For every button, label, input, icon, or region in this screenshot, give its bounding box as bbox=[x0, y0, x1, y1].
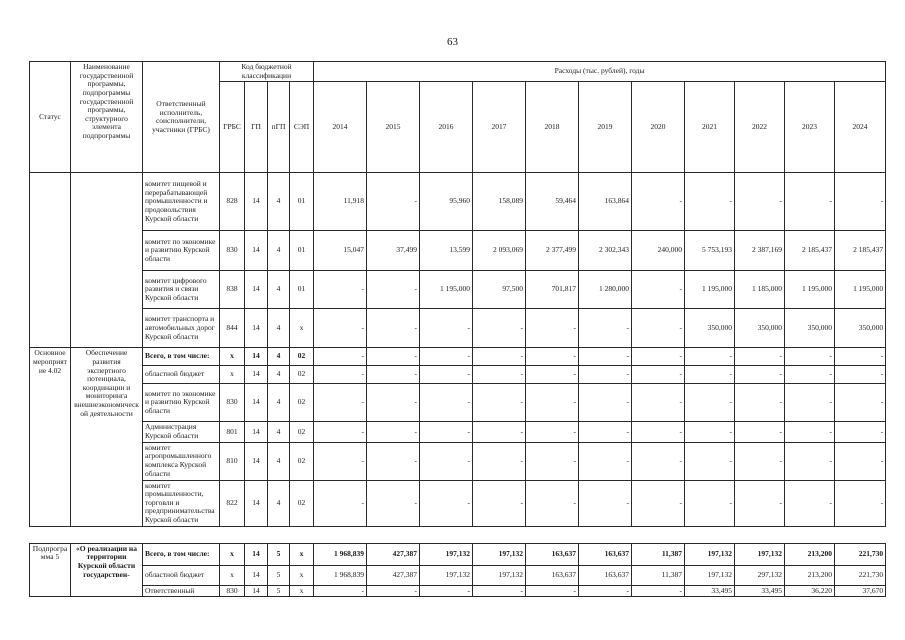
code-cell: 4 bbox=[268, 442, 290, 480]
value-cell: - bbox=[685, 366, 735, 384]
code-cell: 4 bbox=[268, 173, 290, 231]
value-cell: 163,637 bbox=[526, 543, 579, 565]
code-cell: 14 bbox=[245, 309, 268, 348]
value-cell: 197,132 bbox=[685, 543, 735, 565]
header-name: Наименование государственной программы, подпрограммы государственной программы, структурного элемента подпрограммы bbox=[71, 62, 143, 173]
code-cell: 4 bbox=[268, 422, 290, 442]
page-number: 63 bbox=[447, 36, 458, 48]
value-cell: - bbox=[835, 173, 886, 231]
value-cell: 2 185,437 bbox=[835, 231, 886, 271]
value-cell: 2 093,069 bbox=[473, 231, 526, 271]
value-cell: - bbox=[314, 348, 367, 366]
value-cell: 33,495 bbox=[735, 585, 785, 597]
header-code-group: Код бюджетной классификации bbox=[220, 62, 314, 82]
code-cell: 14 bbox=[245, 348, 268, 366]
value-cell: - bbox=[785, 348, 835, 366]
code-cell: 02 bbox=[290, 422, 314, 442]
table-row bbox=[30, 543, 886, 565]
header-code: СЭП bbox=[290, 82, 314, 173]
code-cell: 830 bbox=[220, 384, 245, 422]
code-cell: 5 bbox=[268, 543, 290, 565]
value-cell: 2 387,169 bbox=[735, 231, 785, 271]
header-year: 2014 bbox=[314, 82, 367, 173]
value-cell: - bbox=[632, 585, 685, 597]
code-cell: 5 bbox=[268, 585, 290, 597]
value-cell: 1 195,000 bbox=[420, 271, 473, 309]
value-cell: - bbox=[420, 309, 473, 348]
value-cell: 221,730 bbox=[835, 565, 886, 585]
value-cell: - bbox=[579, 309, 632, 348]
value-cell: - bbox=[420, 348, 473, 366]
value-cell: 11,387 bbox=[632, 543, 685, 565]
participant-cell: комитет по экономике и развитию Курской области bbox=[143, 231, 220, 271]
value-cell: 1 195,000 bbox=[685, 271, 735, 309]
value-cell: - bbox=[632, 271, 685, 309]
value-cell: - bbox=[835, 422, 886, 442]
value-cell: - bbox=[685, 384, 735, 422]
value-cell: 2 377,499 bbox=[526, 231, 579, 271]
code-cell: 02 bbox=[290, 480, 314, 526]
value-cell: 350,000 bbox=[835, 309, 886, 348]
value-cell: - bbox=[835, 480, 886, 526]
code-cell: 4 bbox=[268, 348, 290, 366]
code-cell: 14 bbox=[245, 173, 268, 231]
value-cell: 11,387 bbox=[632, 565, 685, 585]
header-year: 2015 bbox=[367, 82, 420, 173]
code-cell: х bbox=[220, 366, 245, 384]
table-row bbox=[30, 565, 886, 585]
code-cell: х bbox=[220, 565, 245, 585]
value-cell: - bbox=[632, 442, 685, 480]
header-expenses-group: Расходы (тыс. рублей), годы bbox=[314, 62, 886, 82]
value-cell: - bbox=[314, 366, 367, 384]
code-cell: 4 bbox=[268, 271, 290, 309]
value-cell: 197,132 bbox=[420, 565, 473, 585]
value-cell: - bbox=[632, 384, 685, 422]
value-cell: 163,864 bbox=[579, 173, 632, 231]
participant-cell: Всего, в том числе: bbox=[143, 543, 220, 565]
header-year: 2021 bbox=[685, 82, 735, 173]
header-year: 2016 bbox=[420, 82, 473, 173]
value-cell: 701,817 bbox=[526, 271, 579, 309]
value-cell: 213,200 bbox=[785, 543, 835, 565]
value-cell: 197,132 bbox=[473, 543, 526, 565]
value-cell: 158,089 bbox=[473, 173, 526, 231]
value-cell: 197,132 bbox=[735, 543, 785, 565]
value-cell: - bbox=[367, 585, 420, 597]
table-row bbox=[30, 348, 886, 366]
value-cell: 350,000 bbox=[735, 309, 785, 348]
value-cell: - bbox=[785, 366, 835, 384]
status-cell: Основное мероприятие 4.02 bbox=[30, 348, 71, 526]
table-row bbox=[30, 366, 886, 384]
value-cell: - bbox=[526, 366, 579, 384]
header-year: 2023 bbox=[785, 82, 835, 173]
value-cell: 1 968,839 bbox=[314, 543, 367, 565]
value-cell: - bbox=[685, 173, 735, 231]
value-cell: 15,047 bbox=[314, 231, 367, 271]
value-cell: - bbox=[367, 271, 420, 309]
value-cell: - bbox=[685, 480, 735, 526]
value-cell: - bbox=[526, 384, 579, 422]
value-cell: - bbox=[785, 422, 835, 442]
code-cell: 4 bbox=[268, 309, 290, 348]
value-cell: - bbox=[785, 384, 835, 422]
code-cell: 838 bbox=[220, 271, 245, 309]
code-cell: 14 bbox=[245, 271, 268, 309]
value-cell: 13,599 bbox=[420, 231, 473, 271]
value-cell: 163,637 bbox=[579, 565, 632, 585]
header-year: 2019 bbox=[579, 82, 632, 173]
value-cell: - bbox=[735, 173, 785, 231]
header-year: 2018 bbox=[526, 82, 579, 173]
code-cell: 14 bbox=[245, 543, 268, 565]
value-cell: - bbox=[579, 366, 632, 384]
value-cell: - bbox=[367, 384, 420, 422]
value-cell: - bbox=[473, 384, 526, 422]
value-cell: - bbox=[579, 480, 632, 526]
value-cell: - bbox=[367, 480, 420, 526]
value-cell: - bbox=[835, 348, 886, 366]
value-cell: - bbox=[735, 348, 785, 366]
participant-cell: Ответственный bbox=[143, 585, 220, 597]
table-row bbox=[30, 422, 886, 442]
value-cell: 197,132 bbox=[685, 565, 735, 585]
value-cell: - bbox=[632, 480, 685, 526]
name-cell: Обеспечение развития экспертного потенциала, координации и мониторинга внешнеэкономической деятельности bbox=[71, 348, 143, 526]
code-cell: 14 bbox=[245, 585, 268, 597]
value-cell: - bbox=[367, 348, 420, 366]
value-cell: 97,500 bbox=[473, 271, 526, 309]
header-code: ГП bbox=[245, 82, 268, 173]
value-cell: - bbox=[420, 422, 473, 442]
value-cell: 163,637 bbox=[579, 543, 632, 565]
value-cell: - bbox=[632, 422, 685, 442]
value-cell: - bbox=[785, 173, 835, 231]
code-cell: 844 bbox=[220, 309, 245, 348]
table-body bbox=[30, 62, 886, 597]
code-cell: 14 bbox=[245, 565, 268, 585]
value-cell: - bbox=[420, 366, 473, 384]
value-cell: - bbox=[314, 422, 367, 442]
value-cell: 2 302,343 bbox=[579, 231, 632, 271]
value-cell: - bbox=[735, 422, 785, 442]
code-cell: 02 bbox=[290, 384, 314, 422]
value-cell: - bbox=[473, 309, 526, 348]
table-row bbox=[30, 384, 886, 422]
value-cell: - bbox=[473, 480, 526, 526]
value-cell: - bbox=[526, 348, 579, 366]
value-cell: - bbox=[314, 309, 367, 348]
code-cell: 801 bbox=[220, 422, 245, 442]
value-cell: - bbox=[367, 442, 420, 480]
status-cell bbox=[30, 173, 71, 348]
code-cell: 830 bbox=[220, 585, 245, 597]
code-cell: 828 bbox=[220, 173, 245, 231]
code-cell: х bbox=[290, 309, 314, 348]
code-cell: 02 bbox=[290, 366, 314, 384]
value-cell: 427,387 bbox=[367, 565, 420, 585]
code-cell: х bbox=[290, 585, 314, 597]
participant-cell: Администрация Курской области bbox=[143, 422, 220, 442]
value-cell: 197,132 bbox=[420, 543, 473, 565]
code-cell: 830 bbox=[220, 231, 245, 271]
value-cell: 213,200 bbox=[785, 565, 835, 585]
value-cell: - bbox=[835, 366, 886, 384]
header-status: Статус bbox=[30, 62, 71, 173]
code-cell: 4 bbox=[268, 384, 290, 422]
spacer bbox=[30, 526, 886, 543]
code-cell: 14 bbox=[245, 422, 268, 442]
value-cell: - bbox=[579, 384, 632, 422]
value-cell: - bbox=[367, 309, 420, 348]
value-cell: - bbox=[526, 585, 579, 597]
code-cell: 01 bbox=[290, 271, 314, 309]
header-year: 2024 bbox=[835, 82, 886, 173]
value-cell: - bbox=[367, 422, 420, 442]
value-cell: 197,132 bbox=[473, 565, 526, 585]
code-cell: 4 bbox=[268, 480, 290, 526]
value-cell: 240,000 bbox=[632, 231, 685, 271]
value-cell: - bbox=[420, 442, 473, 480]
table-row bbox=[30, 271, 886, 309]
value-cell: 1 195,000 bbox=[835, 271, 886, 309]
code-cell: 4 bbox=[268, 366, 290, 384]
code-cell: 822 bbox=[220, 480, 245, 526]
value-cell: 350,000 bbox=[685, 309, 735, 348]
value-cell: - bbox=[632, 366, 685, 384]
value-cell: - bbox=[785, 442, 835, 480]
value-cell: 1 185,000 bbox=[735, 271, 785, 309]
value-cell: - bbox=[526, 442, 579, 480]
value-cell: - bbox=[314, 384, 367, 422]
value-cell: - bbox=[579, 422, 632, 442]
participant-cell: областной бюджет bbox=[143, 366, 220, 384]
value-cell: 297,132 bbox=[735, 565, 785, 585]
participant-cell: комитет цифрового развития и связи Курской области bbox=[143, 271, 220, 309]
value-cell: 5 753,193 bbox=[685, 231, 735, 271]
value-cell: - bbox=[314, 480, 367, 526]
participant-cell: комитет пищевой и перерабатывающей промышленности и продовольствия Курской области bbox=[143, 173, 220, 231]
code-cell: 14 bbox=[245, 366, 268, 384]
header-code: пГП bbox=[268, 82, 290, 173]
value-cell: - bbox=[526, 422, 579, 442]
value-cell: 221,730 bbox=[835, 543, 886, 565]
value-cell: 11,918 bbox=[314, 173, 367, 231]
value-cell: - bbox=[473, 442, 526, 480]
code-cell: 14 bbox=[245, 442, 268, 480]
value-cell: - bbox=[735, 384, 785, 422]
value-cell: - bbox=[473, 585, 526, 597]
value-cell: - bbox=[526, 309, 579, 348]
value-cell: 427,387 bbox=[367, 543, 420, 565]
code-cell: 14 bbox=[245, 231, 268, 271]
value-cell: 1 968,839 bbox=[314, 565, 367, 585]
value-cell: - bbox=[579, 585, 632, 597]
value-cell: - bbox=[685, 348, 735, 366]
value-cell: 37,499 bbox=[367, 231, 420, 271]
table-row bbox=[30, 62, 886, 82]
table-row bbox=[30, 480, 886, 526]
code-cell: 02 bbox=[290, 348, 314, 366]
table-row bbox=[30, 309, 886, 348]
code-cell: 01 bbox=[290, 173, 314, 231]
value-cell: - bbox=[367, 173, 420, 231]
value-cell: - bbox=[632, 173, 685, 231]
value-cell: - bbox=[579, 348, 632, 366]
code-cell: 01 bbox=[290, 231, 314, 271]
code-cell: 4 bbox=[268, 231, 290, 271]
value-cell: 350,000 bbox=[785, 309, 835, 348]
value-cell: - bbox=[735, 480, 785, 526]
value-cell: 33,495 bbox=[685, 585, 735, 597]
code-cell: 810 bbox=[220, 442, 245, 480]
value-cell: - bbox=[835, 442, 886, 480]
value-cell: 95,960 bbox=[420, 173, 473, 231]
code-cell: х bbox=[220, 543, 245, 565]
value-cell: - bbox=[632, 309, 685, 348]
value-cell: - bbox=[785, 480, 835, 526]
value-cell: - bbox=[367, 366, 420, 384]
value-cell: 2 185,437 bbox=[785, 231, 835, 271]
code-cell: х bbox=[290, 565, 314, 585]
header-year: 2020 bbox=[632, 82, 685, 173]
value-cell: - bbox=[685, 442, 735, 480]
table-row bbox=[30, 585, 886, 597]
header-year: 2017 bbox=[473, 82, 526, 173]
name-cell bbox=[71, 173, 143, 348]
value-cell: 37,670 bbox=[835, 585, 886, 597]
value-cell: - bbox=[632, 348, 685, 366]
table-row bbox=[30, 526, 886, 543]
value-cell: - bbox=[473, 422, 526, 442]
value-cell: - bbox=[835, 384, 886, 422]
value-cell: - bbox=[735, 442, 785, 480]
header-executor: Ответственный исполнитель, соисполнители, участники (ГРБС) bbox=[143, 62, 220, 173]
value-cell: - bbox=[526, 480, 579, 526]
name-cell: «О реализации на территории Курской области государствен- bbox=[71, 543, 143, 597]
value-cell: - bbox=[314, 585, 367, 597]
value-cell: - bbox=[314, 271, 367, 309]
value-cell: 1 280,000 bbox=[579, 271, 632, 309]
participant-cell: Всего, в том числе: bbox=[143, 348, 220, 366]
header-code: ГРБС bbox=[220, 82, 245, 173]
status-cell: Подпрограмма 5 bbox=[30, 543, 71, 597]
value-cell: - bbox=[735, 366, 785, 384]
code-cell: 14 bbox=[245, 384, 268, 422]
header-year: 2022 bbox=[735, 82, 785, 173]
value-cell: 1 195,000 bbox=[785, 271, 835, 309]
value-cell: - bbox=[420, 585, 473, 597]
table-row bbox=[30, 442, 886, 480]
code-cell: 02 bbox=[290, 442, 314, 480]
code-cell: х bbox=[220, 348, 245, 366]
value-cell: - bbox=[420, 384, 473, 422]
participant-cell: комитет агропромышленного комплекса Курской области bbox=[143, 442, 220, 480]
table-row bbox=[30, 173, 886, 231]
participant-cell: комитет транспорта и автомобильных дорог Курской области bbox=[143, 309, 220, 348]
participant-cell: областной бюджет bbox=[143, 565, 220, 585]
participant-cell: комитет промышленности, торговли и предпринимательства Курской области bbox=[143, 480, 220, 526]
value-cell: 36,220 bbox=[785, 585, 835, 597]
participant-cell: комитет по экономике и развитию Курской области bbox=[143, 384, 220, 422]
value-cell: 163,637 bbox=[526, 565, 579, 585]
budget-table bbox=[29, 61, 886, 597]
value-cell: 59,464 bbox=[526, 173, 579, 231]
value-cell: - bbox=[314, 442, 367, 480]
value-cell: - bbox=[420, 480, 473, 526]
value-cell: - bbox=[473, 348, 526, 366]
table-row bbox=[30, 231, 886, 271]
value-cell: - bbox=[473, 366, 526, 384]
value-cell: - bbox=[685, 422, 735, 442]
code-cell: 5 bbox=[268, 565, 290, 585]
code-cell: 14 bbox=[245, 480, 268, 526]
value-cell: - bbox=[579, 442, 632, 480]
code-cell: х bbox=[290, 543, 314, 565]
